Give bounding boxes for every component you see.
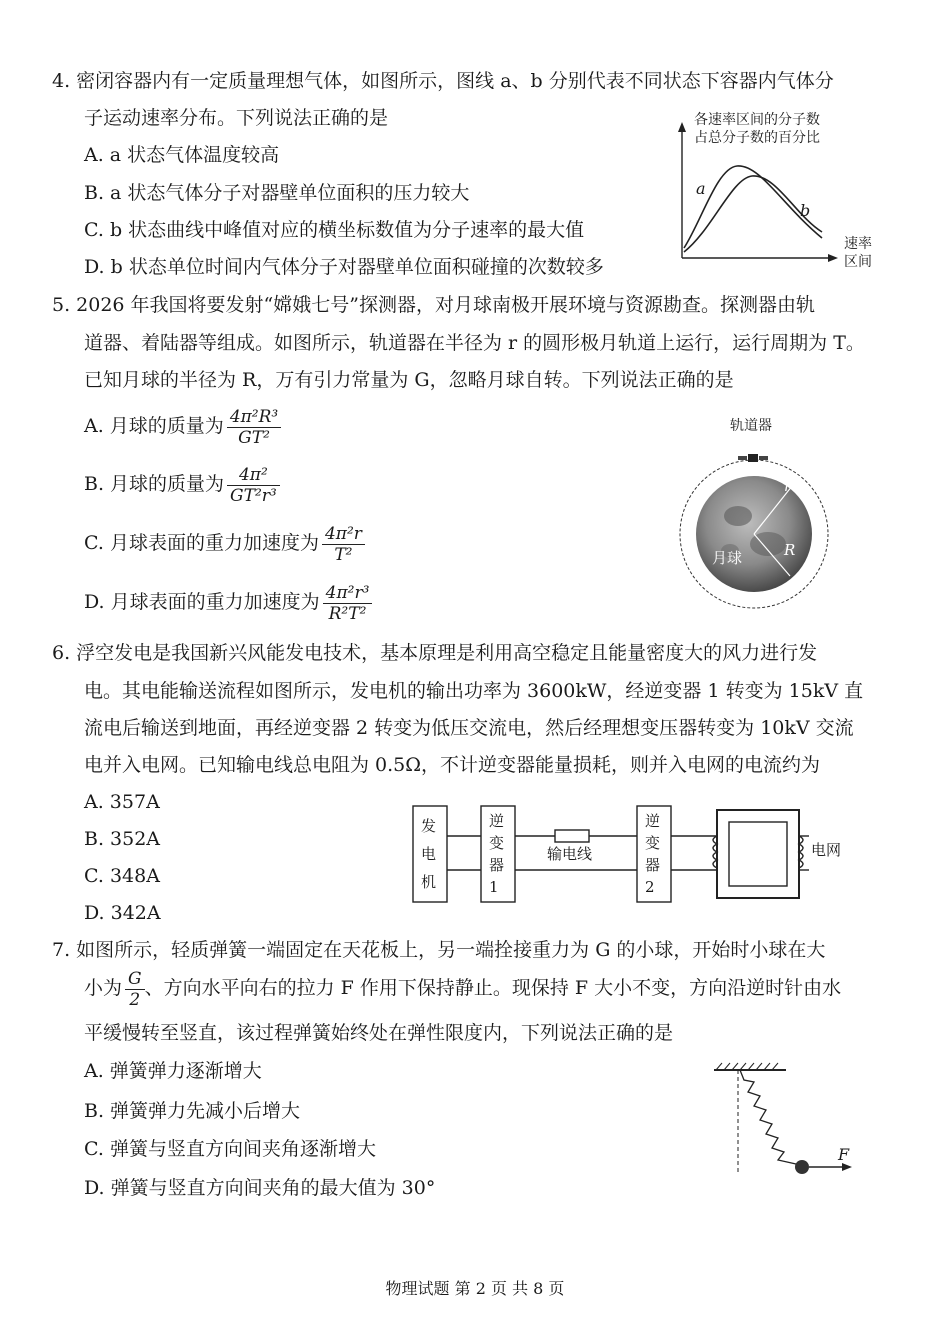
transmission-line-label: 输电线 — [547, 845, 593, 863]
q6-stem-line2: 电。其电能输送流程如图所示，发电机的输出功率为 3600kW，经逆变器 1 转变为 15kV 直 — [84, 680, 864, 702]
q7-frac-num: G — [125, 969, 145, 990]
inverter2-label — [645, 810, 660, 898]
q4-option-a: A. a 状态气体温度较高 — [84, 144, 280, 166]
q5-stem-line1: 5. 2026 年我国将要发射“嫦娥七号”探测器，对月球南极开展环境与资源勘查。探测器由轨 — [52, 294, 815, 316]
q5-moon-orbit-figure — [660, 416, 850, 616]
ceiling-hatch — [716, 1063, 778, 1070]
ball — [795, 1160, 809, 1174]
q4-option-b: B. a 状态气体分子对器壁单位面积的压力较大 — [84, 182, 470, 204]
q7-stem-line2 — [84, 966, 841, 1010]
q6-option-d: D. 342A — [84, 902, 161, 924]
q5-option-a — [84, 404, 281, 448]
r-label: r — [784, 477, 792, 495]
q7-stem-line2-end: 、方向水平向右的拉力 F 作用下保持静止。现保持 F 大小不变，方向沿逆时针由水 — [144, 977, 842, 999]
q5-option-d-text: D. 月球表面的重力加速度为 — [84, 591, 320, 613]
spring — [740, 1070, 796, 1164]
q5-option-c-fraction — [322, 524, 365, 565]
q7-frac-den: 2 — [129, 989, 141, 1010]
q4-stem-line2: 子运动速率分布。下列说法正确的是 — [84, 107, 389, 129]
q5-stem-line2: 道器、着陆器等组成。如图所示，轨道器在半径为 r 的圆形极月轨道上运行，运行周期为 T。 — [84, 332, 865, 354]
x-label-line2: 区间 — [844, 254, 872, 270]
q5-c-den: T² — [334, 544, 353, 565]
q6-stem-line3: 流电后输送到地面，再经逆变器 2 转变为低压交流电，然后经理想变压器转变为 10kV 交流 — [84, 717, 854, 739]
q7-option-b: B. 弹簧弹力先减小后增大 — [84, 1100, 301, 1122]
q5-diagram — [660, 416, 850, 616]
q5-d-den: R²T² — [328, 603, 367, 624]
curve-a-label: a — [696, 179, 706, 198]
q5-a-num: 4π²R³ — [227, 407, 281, 428]
y-label-line2: 占总分子数的百分比 — [694, 130, 820, 146]
orbiter-label: 轨道器 — [730, 418, 772, 434]
inverter1-label — [489, 810, 504, 898]
q5-option-b-text: B. 月球的质量为 — [84, 473, 225, 495]
inv2-char-1: 逆 — [645, 812, 661, 830]
q6-stem-line1: 6. 浮空发电是我国新兴风能发电技术，基本原理是利用高空稳定且能量密度大的风力进行发 — [52, 642, 818, 664]
q4-stem-line1: 4. 密闭容器内有一定质量理想气体，如图所示，图线 a、b 分别代表不同状态下容器内气体分 — [52, 70, 834, 92]
R-label: R — [784, 541, 796, 559]
q6-stem-line4: 电并入电网。已知输电线总电阻为 0.5Ω，不计逆变器能量损耗，则并入电网的电流约为 — [84, 754, 821, 776]
q7-option-c: C. 弹簧与竖直方向间夹角逐渐增大 — [84, 1138, 376, 1160]
gen-char-2: 电 — [421, 845, 437, 863]
q4-option-d: D. b 状态单位时间内气体分子对器壁单位面积碰撞的次数较多 — [84, 256, 604, 278]
q5-b-num: 4π² — [227, 465, 280, 486]
q6-option-b: B. 352A — [84, 828, 161, 850]
curve-b-label: b — [800, 201, 811, 220]
grid-label: 电网 — [811, 841, 842, 859]
q7-spring-figure — [706, 1060, 866, 1185]
q6-power-transmission-figure — [405, 800, 875, 910]
inv1-char-1: 逆 — [489, 812, 505, 830]
q6-circuit — [405, 800, 875, 910]
q5-option-d-fraction — [323, 583, 373, 624]
q7-stem-line1: 7. 如图所示，轻质弹簧一端固定在天花板上，另一端拴接重力为 G 的小球，开始时小球在大 — [52, 939, 826, 961]
q5-b-den: GT²r³ — [230, 485, 277, 506]
x-axis-arrow — [828, 254, 838, 262]
q6-option-c: C. 348A — [84, 865, 160, 887]
moon-crater-1 — [724, 506, 752, 526]
y-axis-arrow — [678, 122, 686, 132]
x-label-line1: 速率 — [844, 236, 872, 252]
inv1-char-2: 变 — [489, 834, 505, 852]
gen-char-3: 机 — [421, 873, 437, 891]
generator-label — [421, 812, 436, 896]
y-label-line1: 各速率区间的分子数 — [694, 112, 820, 128]
q5-option-c-text: C. 月球表面的重力加速度为 — [84, 532, 319, 554]
q5-c-num: 4π²r — [322, 524, 365, 545]
q5-d-num: 4π²r³ — [323, 583, 373, 604]
moon-label: 月球 — [712, 549, 743, 567]
q7-option-d: D. 弹簧与竖直方向间夹角的最大值为 30° — [84, 1177, 436, 1199]
q5-option-c — [84, 521, 365, 565]
q5-option-a-fraction — [227, 407, 281, 448]
q5-option-a-text: A. 月球的质量为 — [84, 415, 224, 437]
q4-option-c: C. b 状态曲线中峰值对应的横坐标数值为分子速率的最大值 — [84, 219, 585, 241]
q7-stem-line2-start: 小为 — [84, 977, 123, 999]
q5-option-b — [84, 462, 280, 506]
force-label: F — [838, 1145, 850, 1164]
q7-stem-line3: 平缓慢转至竖直，该过程弹簧始终处在弹性限度内，下列说法正确的是 — [84, 1022, 674, 1044]
q7-diagram — [706, 1060, 866, 1185]
q5-a-den: GT² — [238, 427, 270, 448]
q6-option-a: A. 357A — [84, 791, 160, 813]
gen-char-1: 发 — [421, 817, 437, 835]
inv1-char-4: 1 — [489, 878, 499, 896]
transmission-line-resistor — [555, 830, 589, 842]
q7-option-a: A. 弹簧弹力逐渐增大 — [84, 1060, 262, 1082]
inv1-char-3: 器 — [489, 856, 505, 874]
inv2-char-4: 2 — [645, 878, 655, 896]
force-arrow-head — [842, 1163, 852, 1171]
q5-option-d — [84, 580, 372, 624]
q7-fraction — [125, 969, 145, 1010]
inv2-char-3: 器 — [645, 856, 661, 874]
q5-stem-line3: 已知月球的半径为 R，万有引力常量为 G，忽略月球自转。下列说法正确的是 — [84, 369, 734, 391]
q5-option-b-fraction — [227, 465, 280, 506]
transformer-core-inner — [729, 822, 787, 886]
page-footer: 物理试题 第 2 页 共 8 页 — [385, 1279, 565, 1298]
inv2-char-2: 变 — [645, 834, 661, 852]
q4-velocity-distribution-figure — [672, 110, 892, 280]
